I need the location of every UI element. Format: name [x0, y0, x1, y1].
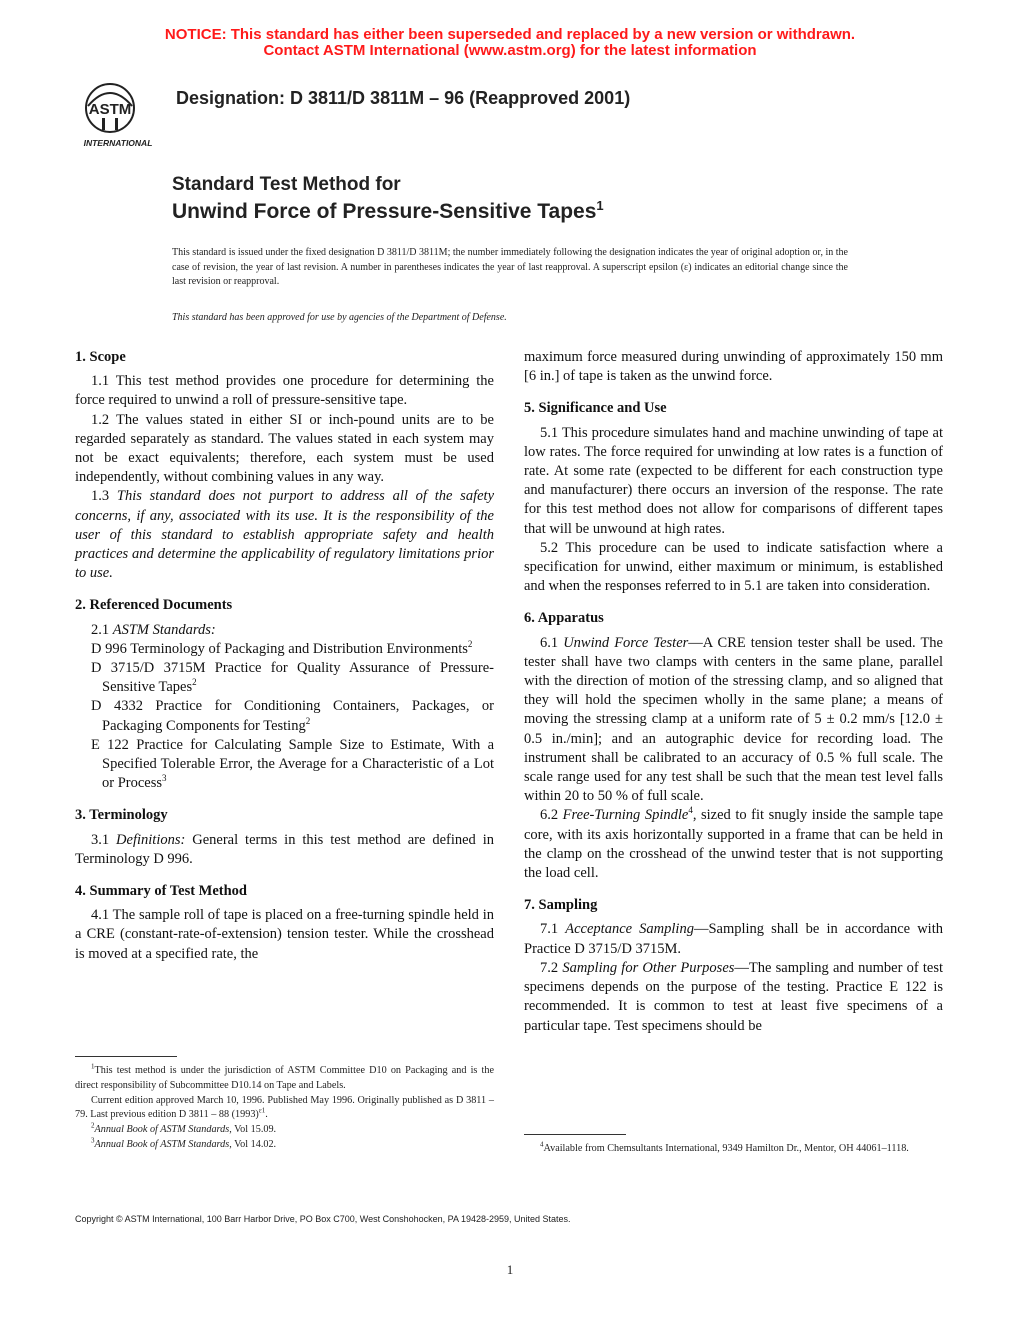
footnotes-left: [75, 1064, 494, 1153]
reference-text: E 122 Practice for Calculating Sample Size to Estimate, With a Specified Tolerable Error, the Average for a Characteristic of a Lot or Process: [91, 736, 494, 792]
paragraph-6-1: [524, 634, 943, 807]
paragraph-2-1-label: ASTM Standards:: [112, 621, 216, 638]
section-heading-sampling: 7. Sampling: [524, 897, 598, 914]
footnote-1-edition-sup: ε1: [258, 1107, 266, 1115]
reference-text: D 996 Terminology of Packaging and Distribution Environments: [91, 640, 468, 657]
paragraph-4-1-part-2: maximum force measured during unwinding of approximately 150 mm [6 in.] of tape is taken as the unwind force.: [524, 349, 943, 385]
paragraph-6-1-number: 6.1: [540, 634, 564, 651]
paragraph-3-1-number: 3.1: [91, 831, 117, 848]
title-line-2: [172, 198, 604, 224]
paragraph-2-1-number: 2.1: [91, 621, 113, 638]
reference-text: D 3715/D 3715M Practice for Quality Assurance of Pressure-Sensitive Tapes: [91, 660, 494, 696]
paragraph-6-2-number: 6.2: [540, 807, 563, 824]
paragraph-1-2: 1.2 The values stated in either SI or inch-pound units are to be regarded separately as standard. The values stated in each system may not be exact equivalents; therefore, each system must be used independently, without combining values in any way.: [75, 411, 494, 486]
footnote-3-number: 3: [91, 1136, 95, 1145]
paragraph-1-3-text: This standard does not purport to address all of the safety concerns, if any, associated with its use. It is the responsibility of the user of this standard to establish appropriate safety and health practices and determine the applicability of regulatory limitations prior to use.: [75, 488, 495, 582]
footnote-divider: [75, 1056, 177, 1057]
footnote-1-text: This test method is under the jurisdiction of ASTM Committee D10 on Packaging and is the direct responsibility of Subcommittee D10.14 on Tape and Labels.: [75, 1065, 494, 1091]
paragraph-3-1: [75, 831, 494, 869]
section-heading-scope: 1. Scope: [75, 349, 126, 365]
paragraph-4-1-part-1: 4.1 The sample roll of tape is placed on a free-turning spindle held in a CRE (constant-rate-of-extension) tension tester. While the crosshead is moved at a specified rate, the: [75, 907, 494, 962]
paragraph-2-1: [75, 621, 494, 640]
section-heading-apparatus: 6. Apparatus: [524, 610, 604, 627]
footnote-1-edition: Current edition approved March 10, 1996. Published May 1996. Originally published as D 3811 – 79. Last previous edition D 3811 – 88 $(1993)^{\varepsilon 1}$.: [75, 1094, 494, 1121]
footnote-1: [75, 1064, 494, 1094]
paragraph-5-1: 5.1 This procedure simulates hand and machine unwinding of tape at low rates. The force required for unwinding at low rates is a function of rate. At some rate (expected to be different for each construction type and manufacturer) there occurs an inversion of the response. The rate for this test method does not allow for comparisons of different tapes that will be unwound at high rates.: [524, 424, 943, 537]
reference-item: [75, 697, 494, 735]
section-heading-referenced: 2. Referenced Documents: [75, 597, 233, 614]
paragraph-1-3: [75, 487, 494, 583]
footnote-2: [75, 1123, 494, 1138]
astm-logo-subtext: INTERNATIONAL: [83, 138, 153, 148]
paragraph-7-1-text: —Sampling shall be in accordance with Practice D 3715/D 3715M.: [524, 921, 943, 957]
withdrawal-notice-line-1: NOTICE: This standard has either been superseded and replaced by a new version or withdrawn.: [164, 26, 856, 43]
paragraph-3-1-label: Definitions:: [116, 831, 186, 848]
reference-item: [75, 640, 494, 659]
footnote-3: [75, 1138, 494, 1153]
section-heading-summary: 4. Summary of Test Method: [75, 883, 247, 900]
paragraph-7-2-text: —The sampling and number of test specimens depends on the purpose of the testing. Practice E 122 is recommended. It is common to test at least five specimens of a particular tape. Test specimens should be: [524, 959, 944, 1034]
withdrawal-notice-line-2: Contact ASTM International (www.astm.org) for the latest information: [263, 42, 757, 59]
footnote-2-volume: , Vol 15.09.: [229, 1124, 277, 1136]
copyright-line: Copyright © ASTM International, 100 Barr Harbor Drive, PO Box C700, West Conshohocken, PA 19428-2959, United States.: [75, 1214, 571, 1224]
dod-approval-note: This standard has been approved for use by agencies of the Department of Defense.: [172, 312, 507, 323]
paragraph-3-1-text: General terms in this test method are defined in Terminology D 996.: [75, 831, 494, 867]
paragraph-6-1-label: Unwind Force Tester: [563, 634, 689, 651]
footnote-1-number: 1: [91, 1062, 95, 1071]
paragraph-6-2-footnote: 4: [688, 805, 693, 816]
footnote-4: [524, 1142, 943, 1157]
astm-logo: [72, 76, 160, 150]
title-line-2-text: Unwind Force of Pressure-Sensitive Tapes: [172, 200, 597, 223]
reference-item: [75, 659, 494, 697]
footnotes-right: [524, 1142, 943, 1157]
section-heading-significance: 5. Significance and Use: [524, 400, 667, 417]
paragraph-7-1: [524, 920, 943, 958]
paragraph-7-1-number: 7.1: [540, 921, 566, 938]
paragraph-5-2: 5.2 This procedure can be used to indicate satisfaction where a specification for unwind, either maximum or minimum, is established and when the responses referred to in 5.1 are taken into consideration.: [524, 539, 943, 595]
designation: Designation: D 3811/D 3811M – 96 (Reapproved 2001): [176, 88, 631, 108]
footnote-2-title: Annual Book of ASTM Standards: [94, 1124, 230, 1136]
footnote-4-text: Available from Chemsultants International, 9349 Hamilton Dr., Mentor, OH 44061–1118.: [543, 1143, 909, 1154]
paragraph-7-2-label: Sampling for Other Purposes: [562, 959, 735, 976]
footnote-4-number: 4: [540, 1140, 544, 1149]
paragraph-7-1-label: Acceptance Sampling: [565, 921, 694, 938]
reference-item: [75, 736, 494, 794]
paragraph-1-1: 1.1 This test method provides one procedure for determining the force required to unwind a roll of pressure-sensitive tape.: [75, 373, 494, 409]
paragraph-7-2-number: 7.2: [540, 959, 563, 976]
title-footnote-ref: 1: [596, 198, 604, 213]
paragraph-7-2: [524, 959, 943, 1036]
paragraph-1-3-number: 1.3: [91, 488, 117, 505]
footnote-1-edition-text: Current edition approved March 10, 1996. Published May 1996. Originally published as D 3811 – 79. Last previous edition D 3811 – 88 (1993): [75, 1094, 494, 1121]
left-column: [75, 348, 494, 964]
reference-text: D 4332 Practice for Conditioning Containers, Packages, or Packaging Components for Testing: [91, 698, 494, 734]
paragraph-6-2-text: , sized to fit snugly inside the sample tape core, with its axis horizontally supported in a frame that can be held in the clamp on the crosshead of the unwind tester that is not supporting the load cell.: [524, 807, 944, 882]
paragraph-6-2: [524, 806, 943, 883]
footnote-3-volume: , Vol 14.02.: [229, 1138, 277, 1150]
reference-footnote: 3: [162, 773, 167, 784]
paragraph-6-2-label: Free-Turning Spindle: [562, 807, 689, 824]
footnote-divider: [524, 1134, 626, 1135]
paragraph-6-1-text: —A CRE tension tester shall be used. The tester shall have two clamps with centers in the same plane, parallel with the direction of motion of the stressing clamp, and so aligned that they will hold the specimen wholly in the same plane; a means of moving the stressing clamp at a uniform rate of 5 ± 0.2 mm/s [12.0 ± 0.5 in./min]; and an autographic device for recording load. The instrument shall be calibrated to an accuracy of 0.5 % full scale. The scale range used for any test shall be such that the mean test level falls within 20 to 50 % of full scale.: [524, 634, 943, 805]
title-line-1: Standard Test Method for: [172, 174, 401, 195]
right-column: [524, 348, 943, 1036]
reference-footnote: 2: [467, 639, 473, 650]
reference-footnote: 2: [192, 677, 197, 688]
footnote-2-number: 2: [91, 1121, 95, 1130]
section-heading-terminology: 3. Terminology: [75, 807, 168, 824]
preface-note: This standard is issued under the fixed designation D 3811/D 3811M; the number immediately following the designation indicates the year of original adoption or, in the case of revision, the year of last revision. A number in parentheses indicates the year of last reapproval. A superscript epsilon (ε) indicates an editorial change since the last revision or reapproval.: [172, 247, 848, 287]
reference-footnote: 2: [305, 715, 311, 726]
astm-logo-text: ASTM: [88, 101, 132, 118]
page-number: 1: [506, 1262, 514, 1277]
footnote-3-title: Annual Book of ASTM Standards: [94, 1138, 230, 1150]
